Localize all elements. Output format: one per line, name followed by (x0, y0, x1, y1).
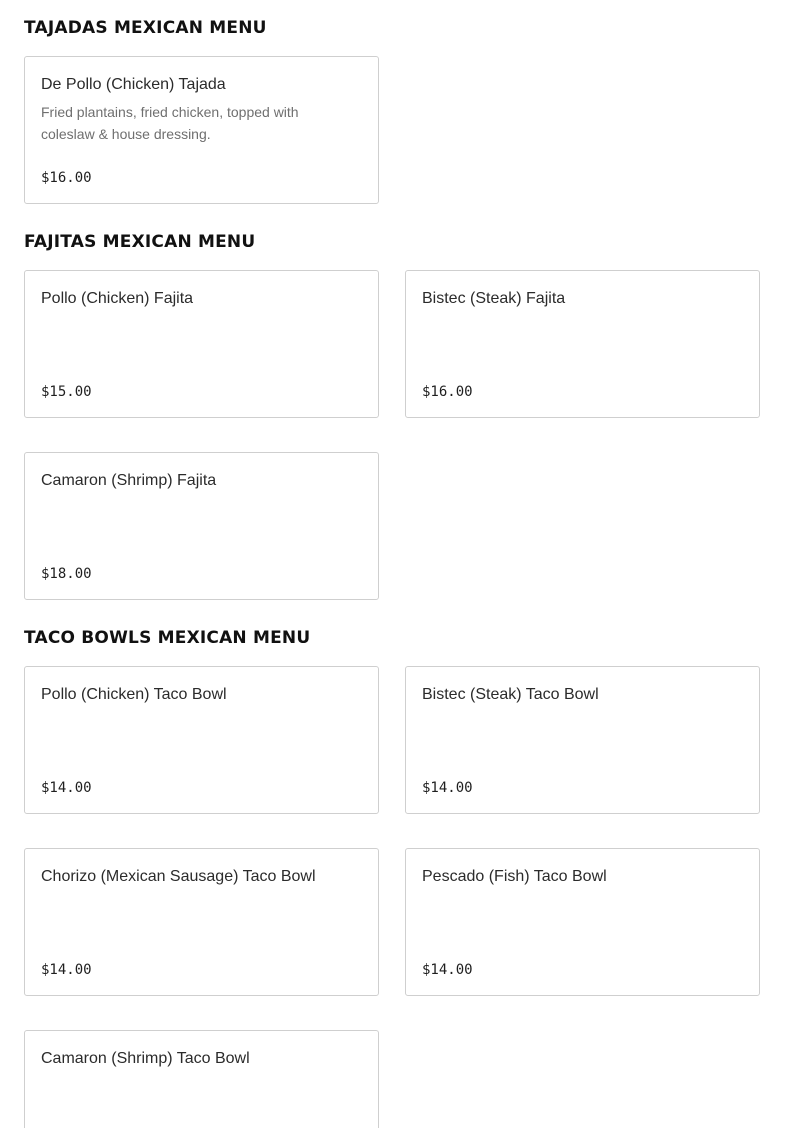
menu-item-card[interactable] (405, 666, 760, 814)
section-title-taco-bowls: TACO BOWLS MEXICAN MENU (24, 628, 311, 648)
menu-item-price: $15.00 (41, 384, 92, 400)
menu-item-card[interactable] (405, 270, 760, 418)
menu-item-price: $14.00 (422, 780, 473, 796)
section-title-fajitas: FAJITAS MEXICAN MENU (24, 232, 256, 252)
menu-item-name: Camaron (Shrimp) Taco Bowl (41, 1050, 250, 1067)
menu-item-price: $16.00 (422, 384, 473, 400)
menu-item-card[interactable] (24, 1030, 379, 1128)
menu-item-price: $14.00 (41, 780, 92, 796)
menu-item-price: $14.00 (422, 962, 473, 978)
menu-item-name: De Pollo (Chicken) Tajada (41, 76, 226, 93)
menu-item-card[interactable] (24, 452, 379, 600)
menu-item-description: Fried plantains, fried chicken, topped with coleslaw & house dressing. (41, 104, 299, 142)
menu-item-name: Chorizo (Mexican Sausage) Taco Bowl (41, 868, 316, 885)
menu-item-name: Bistec (Steak) Fajita (422, 290, 566, 307)
menu-item-name: Bistec (Steak) Taco Bowl (422, 686, 599, 703)
menu-item-name: Pollo (Chicken) Taco Bowl (41, 686, 227, 703)
section-title-tajadas: TAJADAS MEXICAN MENU (24, 18, 267, 38)
menu-item-card[interactable] (405, 848, 760, 996)
menu-item-card[interactable] (24, 666, 379, 814)
menu-item-price: $18.00 (41, 566, 92, 582)
menu-item-card[interactable] (24, 270, 379, 418)
menu-item-card[interactable] (24, 848, 379, 996)
menu-item-price: $16.00 (41, 170, 92, 186)
menu-item-price: $14.00 (41, 962, 92, 978)
menu-item-name: Camaron (Shrimp) Fajita (41, 472, 217, 489)
menu-item-card[interactable] (24, 56, 379, 204)
menu-item-name: Pollo (Chicken) Fajita (41, 290, 194, 307)
menu-item-name: Pescado (Fish) Taco Bowl (422, 868, 607, 885)
